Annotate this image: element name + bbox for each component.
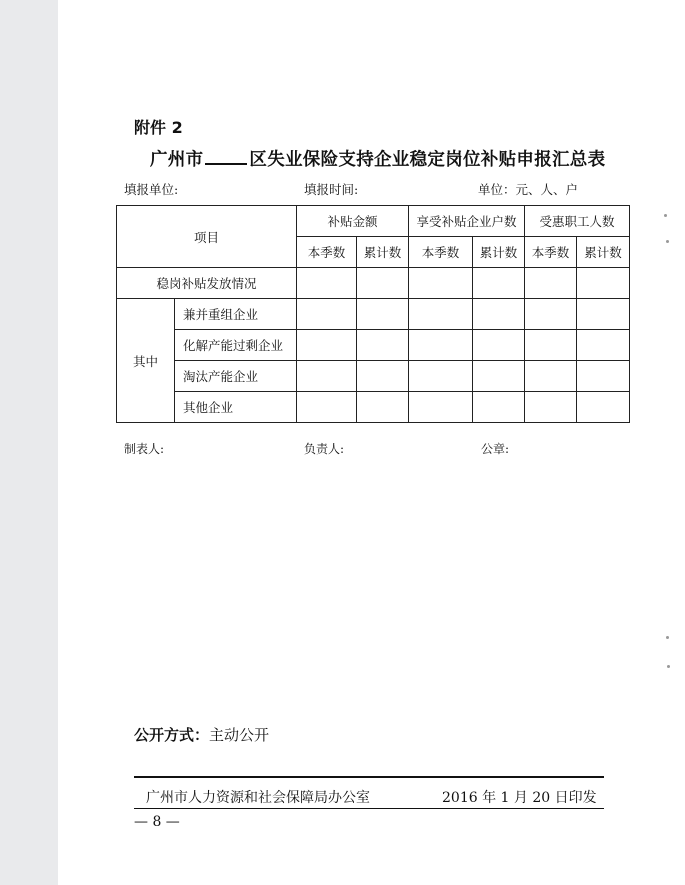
table-cell <box>297 299 357 330</box>
table-row <box>117 392 630 423</box>
table-cell <box>473 361 525 392</box>
maker-label: 制表人: <box>124 442 165 456</box>
table-cell <box>577 330 630 361</box>
sub-header: 累计数 <box>357 237 409 268</box>
group-header: 受惠职工人数 <box>525 206 630 237</box>
group-header: 补贴金额 <box>297 206 409 237</box>
responsible-label: 负责人: <box>304 442 345 456</box>
attachment-label: 附件 2 <box>134 118 183 137</box>
table-cell <box>577 299 630 330</box>
subgroup-label: 其中 <box>117 299 175 423</box>
header-row-1 <box>117 206 630 237</box>
table-cell <box>577 361 630 392</box>
disclosure-line <box>134 724 269 745</box>
table-row <box>117 330 630 361</box>
row-label: 化解产能过剩企业 <box>175 330 297 361</box>
sub-header: 本季数 <box>297 237 357 268</box>
table-cell <box>525 299 577 330</box>
scan-speck <box>664 214 667 217</box>
seal-label: 公章: <box>481 442 510 456</box>
issue-date: 2016 年 1 月 20 日印发 <box>442 790 597 806</box>
table-cell <box>357 299 409 330</box>
table-cell <box>525 392 577 423</box>
scan-speck <box>666 636 669 639</box>
units-label: 单位：元、人、户 <box>478 182 579 197</box>
document-title <box>150 146 605 171</box>
reporting-unit-label: 填报单位: <box>124 182 179 197</box>
table-cell <box>357 330 409 361</box>
top-rule <box>134 776 604 778</box>
table-cell <box>297 330 357 361</box>
table-cell <box>473 392 525 423</box>
table-cell <box>525 268 577 299</box>
summary-table <box>116 205 630 423</box>
table-cell <box>409 268 473 299</box>
table-cell <box>409 330 473 361</box>
table-cell <box>577 392 630 423</box>
reporting-time-label: 填报时间: <box>304 182 359 197</box>
table-cell <box>409 392 473 423</box>
table-cell <box>473 268 525 299</box>
row-label: 其他企业 <box>175 392 297 423</box>
title-suffix: 区失业保险支持企业稳定岗位补贴申报汇总表 <box>249 150 606 170</box>
sub-header: 累计数 <box>577 237 630 268</box>
group-header: 享受补贴企业户数 <box>409 206 525 237</box>
title-prefix: 广州市 <box>150 150 204 170</box>
table-cell <box>525 330 577 361</box>
table-cell <box>473 330 525 361</box>
table-cell <box>357 361 409 392</box>
sub-header: 本季数 <box>409 237 473 268</box>
row-label: 淘汰产能企业 <box>175 361 297 392</box>
page-number: — 8 — <box>134 814 180 830</box>
table-cell <box>357 392 409 423</box>
table-row <box>117 361 630 392</box>
item-header: 项目 <box>117 206 297 268</box>
bottom-rule <box>134 808 604 809</box>
row-label: 兼并重组企业 <box>175 299 297 330</box>
table-cell <box>525 361 577 392</box>
table-cell <box>409 299 473 330</box>
issuing-office: 广州市人力资源和社会保障局办公室 <box>146 790 370 806</box>
table-cell <box>577 268 630 299</box>
sub-header: 本季数 <box>525 237 577 268</box>
row-label: 稳岗补贴发放情况 <box>117 268 297 299</box>
table-cell <box>357 268 409 299</box>
disclosure-label: 公开方式： <box>134 726 210 744</box>
table-cell <box>297 392 357 423</box>
table-cell <box>297 361 357 392</box>
table-cell <box>297 268 357 299</box>
table-row <box>117 299 630 330</box>
table-cell <box>409 361 473 392</box>
document-page <box>58 0 685 885</box>
scan-speck <box>666 240 669 243</box>
table-row <box>117 268 630 299</box>
district-blank <box>205 149 247 165</box>
disclosure-value: 主动公开 <box>209 726 270 744</box>
sub-header: 累计数 <box>473 237 525 268</box>
table-cell <box>473 299 525 330</box>
scan-speck <box>667 665 670 668</box>
